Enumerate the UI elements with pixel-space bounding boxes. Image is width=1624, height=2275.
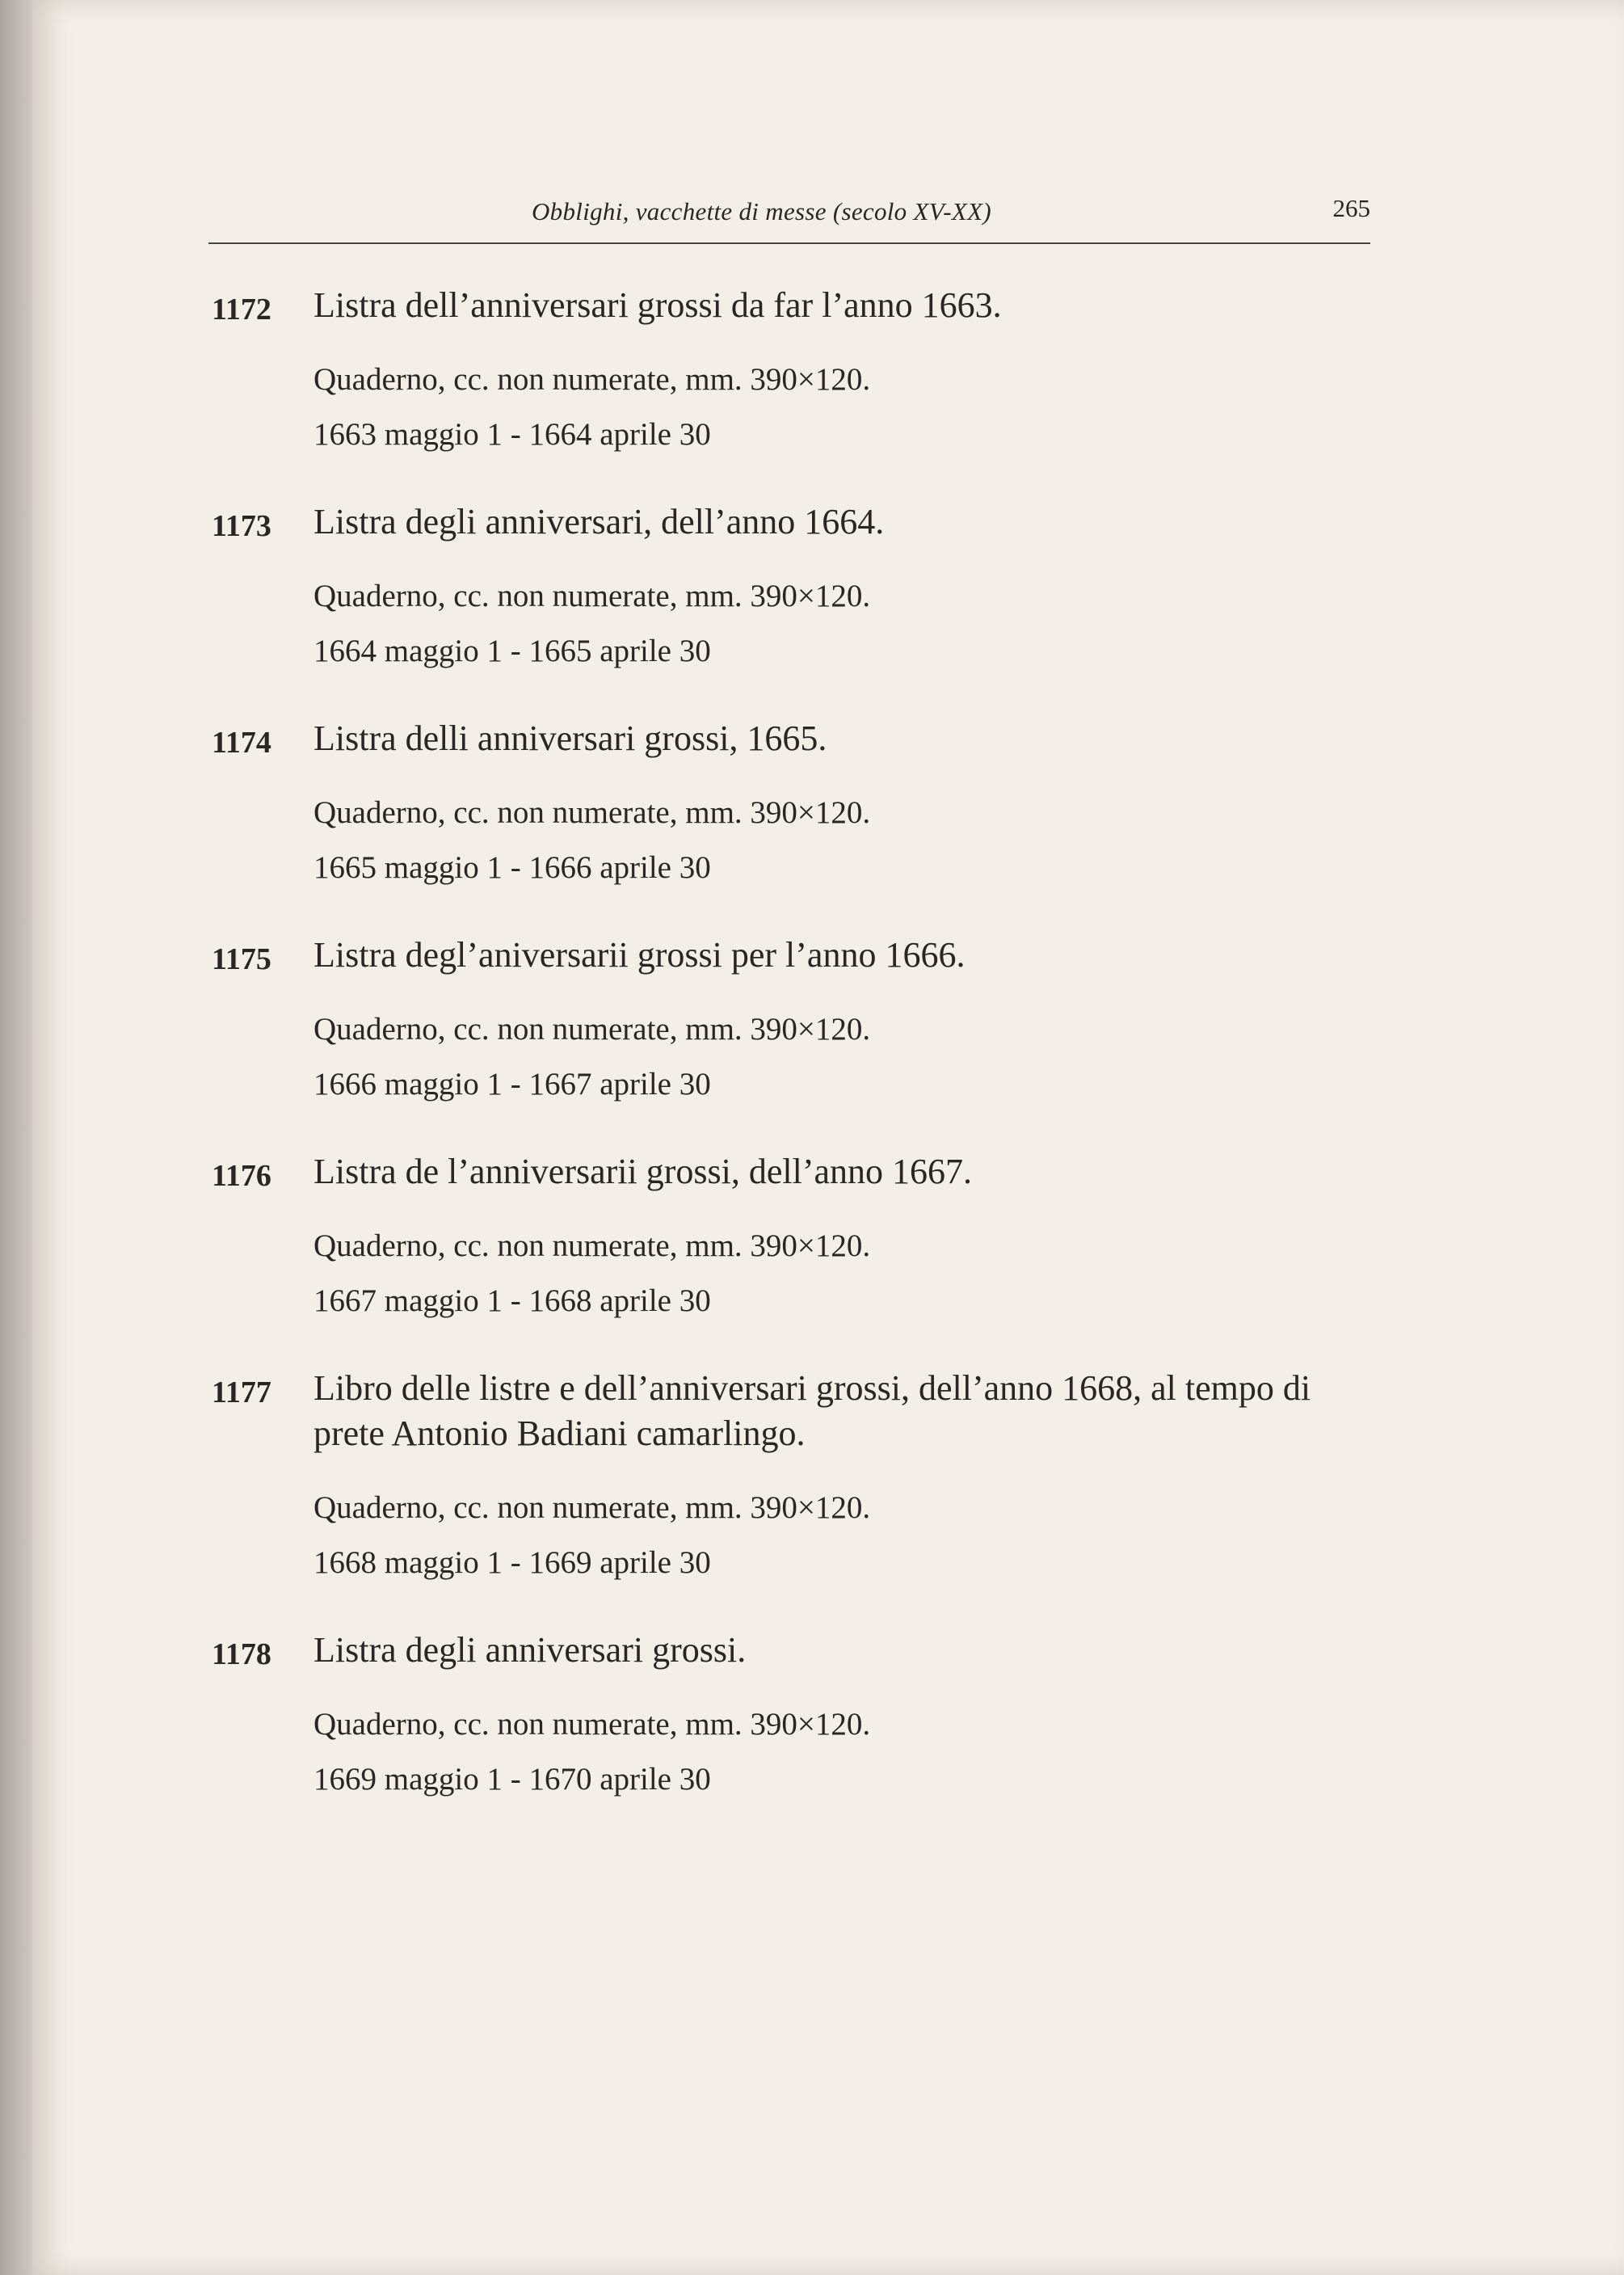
entry-number: 1175 (212, 942, 271, 976)
entry-dates: 1668 maggio 1 - 1669 aprile 30 (313, 1545, 711, 1580)
catalog-entry (208, 933, 1388, 1112)
entry-dates: 1665 maggio 1 - 1666 aprile 30 (313, 850, 711, 885)
entry-description (313, 569, 1388, 679)
entry-title: Libro delle listre e dell’anniversari grossi, dell’anno 1668, al tempo di prete Antonio Badiani camarlingo. (313, 1368, 1311, 1453)
entry-dates: 1664 maggio 1 - 1665 aprile 30 (313, 634, 711, 668)
entry-number: 1178 (212, 1637, 271, 1671)
entry-description (313, 352, 1388, 462)
entry-description (313, 1002, 1388, 1112)
catalog-entry (208, 1366, 1388, 1590)
entry-number: 1172 (212, 293, 271, 327)
entry-title: Listra degli anniversari grossi. (313, 1630, 747, 1670)
catalog-entry (208, 499, 1388, 679)
entry-description (313, 1697, 1388, 1807)
entry-description (313, 1481, 1388, 1590)
catalog-entry (208, 1149, 1388, 1329)
entry-title: Listra delli anniversari grossi, 1665. (313, 718, 827, 758)
entry-dates: 1667 maggio 1 - 1668 aprile 30 (313, 1283, 711, 1318)
entry-physical: Quaderno, cc. non numerate, mm. 390×120. (313, 1490, 871, 1525)
entry-physical: Quaderno, cc. non numerate, mm. 390×120. (313, 795, 871, 830)
entry-number: 1177 (212, 1376, 271, 1409)
page-number: 265 (1332, 194, 1370, 222)
catalog-entry (208, 716, 1388, 895)
entry-physical: Quaderno, cc. non numerate, mm. 390×120. (313, 1707, 871, 1742)
entry-title: Listra degl’aniversarii grossi per l’anno 1666. (313, 935, 966, 975)
entry-description (313, 1219, 1388, 1329)
book-gutter (0, 0, 32, 2275)
entry-title: Listra dell’anniversari grossi da far l’anno 1663. (313, 285, 1002, 325)
entry-dates: 1669 maggio 1 - 1670 aprile 30 (313, 1762, 711, 1797)
entry-dates: 1663 maggio 1 - 1664 aprile 30 (313, 417, 711, 452)
running-title: Obblighi, vacchette di messe (secolo XV-XX) (532, 197, 991, 225)
entry-physical: Quaderno, cc. non numerate, mm. 390×120. (313, 362, 871, 397)
entry-number: 1173 (212, 509, 271, 543)
entry-dates: 1666 maggio 1 - 1667 aprile 30 (313, 1067, 711, 1102)
running-header (208, 194, 1370, 244)
entry-number: 1174 (212, 726, 271, 760)
entry-physical: Quaderno, cc. non numerate, mm. 390×120. (313, 1012, 871, 1047)
entry-description (313, 786, 1388, 895)
catalog-entries (208, 283, 1388, 1807)
entry-number: 1176 (212, 1159, 271, 1193)
catalog-entry (208, 1628, 1388, 1807)
entry-physical: Quaderno, cc. non numerate, mm. 390×120. (313, 579, 871, 613)
catalog-entry (208, 283, 1388, 462)
entry-title: Listra degli anniversari, dell’anno 1664. (313, 502, 885, 541)
entry-physical: Quaderno, cc. non numerate, mm. 390×120. (313, 1228, 871, 1263)
entry-title: Listra de l’anniversarii grossi, dell’anno 1667. (313, 1152, 973, 1191)
